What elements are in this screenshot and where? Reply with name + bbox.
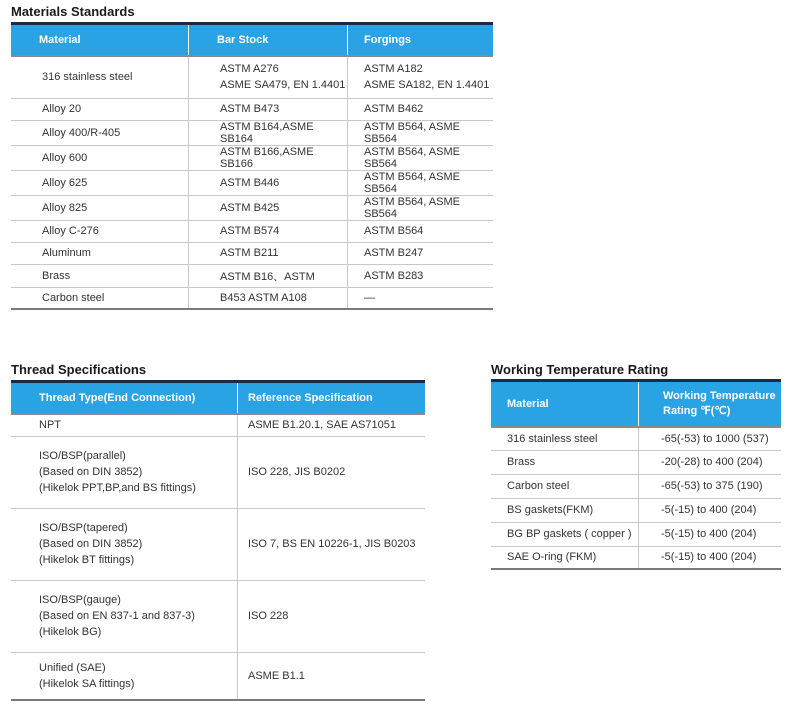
threads-header-row <box>11 382 425 415</box>
table-row <box>11 242 493 264</box>
material-cell: Alloy 625 <box>11 170 189 195</box>
material-cell: Alloy C-276 <box>11 220 189 242</box>
forgings-cell: ASTM B462 <box>348 98 494 120</box>
col-material: Material <box>491 381 639 428</box>
table-row <box>11 120 493 145</box>
bar-stock-cell: ASTM B446 <box>189 170 348 195</box>
material-cell: 316 stainless steel <box>491 427 639 450</box>
material-cell: Alloy 400/R-405 <box>11 120 189 145</box>
bar-stock-cell: ASTM B164,ASME SB164 <box>189 120 348 145</box>
forg-line: ASME SA182, EN 1.4401 <box>364 79 490 92</box>
material-cell: 316 stainless steel <box>11 56 189 98</box>
type-line: ISO/BSP(gauge) <box>39 594 121 606</box>
temperature-header-row <box>491 381 781 428</box>
material-cell: Brass <box>491 450 639 474</box>
table-row <box>11 220 493 242</box>
type-line: (Hikelok SA fittings) <box>39 677 135 690</box>
table-row <box>491 522 781 546</box>
reference-spec-cell: ISO 228 <box>238 580 426 652</box>
bar-stock-cell: ASTM B211 <box>189 242 348 264</box>
material-cell: SAE O-ring (FKM) <box>491 546 639 569</box>
bar-line: ASME SA479, EN 1.4401 <box>220 79 346 92</box>
table-row <box>11 170 493 195</box>
type-line: (Based on DIN 3852) <box>39 466 143 478</box>
col-bar-stock: Bar Stock <box>189 24 348 57</box>
forgings-cell: ASTM B564 <box>348 220 494 242</box>
material-cell: Carbon steel <box>11 287 189 309</box>
temperature-title: Working Temperature Rating <box>491 362 669 377</box>
threads-table <box>11 380 425 701</box>
thread-type-cell <box>11 652 238 700</box>
material-cell: Alloy 600 <box>11 145 189 170</box>
col-forgings: Forgings <box>348 24 494 57</box>
table-row <box>11 195 493 220</box>
rating-cell: -5(-15) to 400 (204) <box>639 522 782 546</box>
rating-cell: -5(-15) to 400 (204) <box>639 546 782 569</box>
material-cell: Aluminum <box>11 242 189 264</box>
material-cell: BS gaskets(FKM) <box>491 498 639 522</box>
material-cell: Alloy 825 <box>11 195 189 220</box>
table-row <box>11 436 425 508</box>
bar-stock-cell: ASTM B574 <box>189 220 348 242</box>
type-line: (Hikelok BT fittings) <box>39 554 135 566</box>
bar-line: ASTM A276 <box>220 63 279 76</box>
bar-stock-cell: B453 ASTM A108 <box>189 287 348 309</box>
table-row <box>491 546 781 569</box>
table-row <box>491 427 781 450</box>
rating-cell: -20(-28) to 400 (204) <box>639 450 782 474</box>
forgings-cell: ASTM B564, ASME SB564 <box>348 145 494 170</box>
forgings-cell: ASTM B564, ASME SB564 <box>348 170 494 195</box>
type-line: (Based on EN 837-1 and 837-3) <box>39 610 195 622</box>
thread-type-cell <box>11 436 238 508</box>
material-cell: Brass <box>11 264 189 287</box>
forgings-cell: — <box>348 287 494 309</box>
bar-stock-cell: ASTM B425 <box>189 195 348 220</box>
forgings-cell: ASTM B564, ASME SB564 <box>348 195 494 220</box>
bar-stock-cell: ASTM B16、ASTM <box>189 264 348 287</box>
material-cell: BG BP gaskets ( copper ) <box>491 522 639 546</box>
table-row <box>491 450 781 474</box>
bar-stock-cell: ASTM B473 <box>189 98 348 120</box>
forgings-cell: ASTM B283 <box>348 264 494 287</box>
col-working-temp: Working Temperature Rating ℉(℃) <box>639 381 782 428</box>
table-row <box>11 56 493 98</box>
thread-type-cell <box>11 508 238 580</box>
table-row <box>11 98 493 120</box>
forgings-cell: ASTM B247 <box>348 242 494 264</box>
rating-cell: -5(-15) to 400 (204) <box>639 498 782 522</box>
forgings-cell <box>348 56 494 98</box>
reference-spec-cell: ISO 7, BS EN 10226-1, JIS B0203 <box>238 508 426 580</box>
table-row <box>11 508 425 580</box>
material-cell: Alloy 20 <box>11 98 189 120</box>
thread-type-cell <box>11 580 238 652</box>
threads-title: Thread Specifications <box>11 362 147 377</box>
type-line: (Hikelok BG) <box>39 626 102 638</box>
thread-type-cell: NPT <box>11 414 238 436</box>
type-line: Unified (SAE) <box>39 661 106 674</box>
table-row <box>491 498 781 522</box>
type-line: ISO/BSP(tapered) <box>39 522 128 534</box>
forg-line: ASTM A182 <box>364 63 423 76</box>
type-line: (Hikelok PPT,BP,and BS fittings) <box>39 482 196 494</box>
reference-spec-cell: ISO 228, JIS B0202 <box>238 436 426 508</box>
table-row <box>11 414 425 436</box>
reference-spec-cell: ASME B1.20.1, SAE AS71051 <box>238 414 426 436</box>
table-row <box>11 145 493 170</box>
table-row <box>491 474 781 498</box>
type-line: (Based on DIN 3852) <box>39 538 143 550</box>
type-line: ISO/BSP(parallel) <box>39 450 126 462</box>
materials-title: Materials Standards <box>11 4 135 19</box>
col-material: Material <box>11 24 189 57</box>
forgings-cell: ASTM B564, ASME SB564 <box>348 120 494 145</box>
rating-cell: -65(-53) to 1000 (537) <box>639 427 782 450</box>
table-row <box>11 264 493 287</box>
table-row <box>11 652 425 700</box>
temperature-table <box>491 379 781 570</box>
col-thread-type: Thread Type(End Connection) <box>11 382 238 415</box>
materials-header-row <box>11 24 493 57</box>
col-reference-spec: Reference Specification <box>238 382 426 415</box>
material-cell: Carbon steel <box>491 474 639 498</box>
bar-stock-cell <box>189 56 348 98</box>
bar-stock-cell: ASTM B166,ASME SB166 <box>189 145 348 170</box>
table-row <box>11 580 425 652</box>
rating-cell: -65(-53) to 375 (190) <box>639 474 782 498</box>
table-row <box>11 287 493 309</box>
reference-spec-cell: ASME B1.1 <box>238 652 426 700</box>
materials-table <box>11 22 493 310</box>
